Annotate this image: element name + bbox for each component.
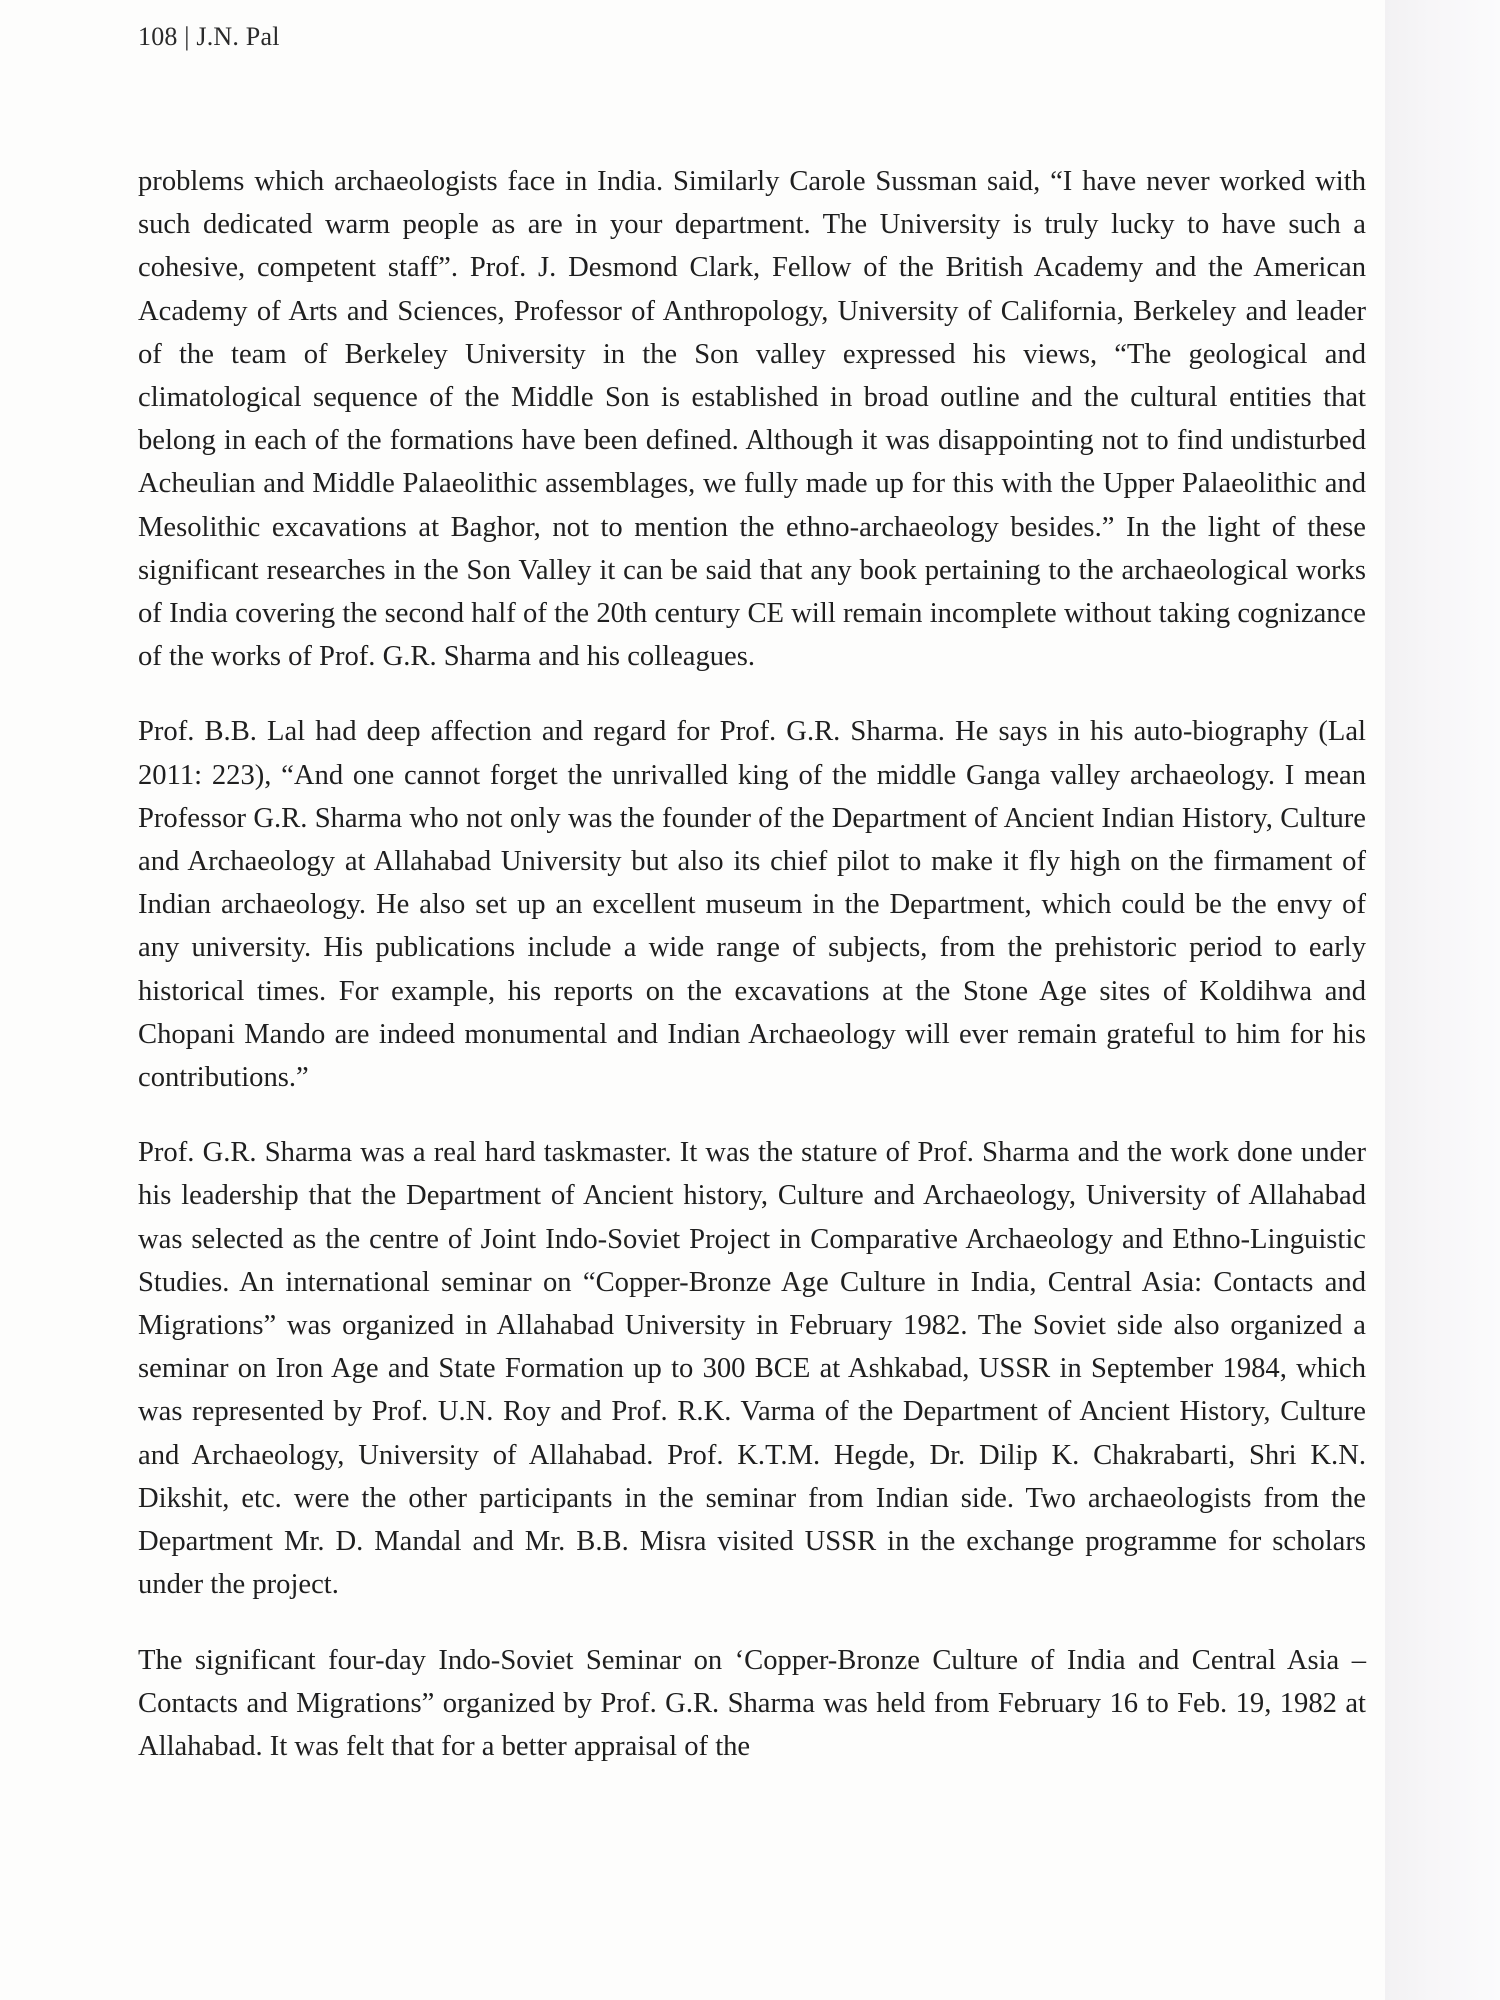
paragraph-4: The significant four-day Indo-Soviet Seminar on ‘Copper-Bronze Culture of India and Central Asia – Contacts and Migrations” organized by Prof. G.R. Sharma was held from February 16 to Feb. 19, 1982 at Allahabad. It was felt that for a better appraisal of the <box>138 1644 1366 1762</box>
paragraph-2: Prof. B.B. Lal had deep affection and regard for Prof. G.R. Sharma. He says in his auto-biography (Lal 2011: 223), “And one cannot forget the unrivalled king of the middle Ganga valley archaeology. I mean Professor G.R. Sharma who not only was the founder of the Department of Ancient Indian History, Culture and Archaeology at Allahabad University but also its chief pilot to make it fly high on the firmament of Indian archaeology. He also set up an excellent museum in the Department, which could be the envy of any university. His publications include a wide range of subjects, from the prehistoric period to early historical times. For example, his reports on the excavations at the Stone Age sites of Koldihwa and Chopani Mando are indeed monumental and Indian Archaeology will ever remain grateful to him for his contributions.” <box>138 716 1366 1094</box>
body-text <box>138 160 1366 1800</box>
running-head: 108 | J.N. Pal <box>138 22 280 51</box>
page-edge-margin <box>1385 0 1500 2000</box>
paragraph-1: problems which archaeologists face in India. Similarly Carole Sussman said, “I have never worked with such dedicated warm people as are in your department. The University is truly lucky to have such a cohesive, competent staff”. Prof. J. Desmond Clark, Fellow of the British Academy and the American Academy of Arts and Sciences, Professor of Anthropology, University of California, Berkeley and leader of the team of Berkeley University in the Son valley expressed his views, “The geological and climatological sequence of the Middle Son is established in broad outline and the cultural entities that belong in each of the formations have been defined. Although it was disappointing not to find undisturbed Acheulian and Middle Palaeolithic assemblages, we fully made up for this with the Upper Palaeolithic and Mesolithic excavations at Baghor, not to mention the ethno-archaeology besides.” In the light of these significant researches in the Son Valley it can be said that any book pertaining to the archaeological works of India covering the second half of the 20th century CE will remain incomplete without taking cognizance of the works of Prof. G.R. Sharma and his colleagues. <box>138 166 1366 673</box>
paragraph-3: Prof. G.R. Sharma was a real hard taskmaster. It was the stature of Prof. Sharma and the work done under his leadership that the Department of Ancient history, Culture and Archaeology, University of Allahabad was selected as the centre of Joint Indo-Soviet Project in Comparative Archaeology and Ethno-Linguistic Studies. An international seminar on “Copper-Bronze Age Culture in India, Central Asia: Contacts and Migrations” was organized in Allahabad University in February 1982. The Soviet side also organized a seminar on Iron Age and State Formation up to 300 BCE at Ashkabad, USSR in September 1984, which was represented by Prof. U.N. Roy and Prof. R.K. Varma of the Department of Ancient History, Culture and Archaeology, University of Allahabad. Prof. K.T.M. Hegde, Dr. Dilip K. Chakrabarti, Shri K.N. Dikshit, etc. were the other participants in the seminar from Indian side. Two archaeologists from the Department Mr. D. Mandal and Mr. B.B. Misra visited USSR in the exchange programme for scholars under the project. <box>138 1137 1366 1601</box>
